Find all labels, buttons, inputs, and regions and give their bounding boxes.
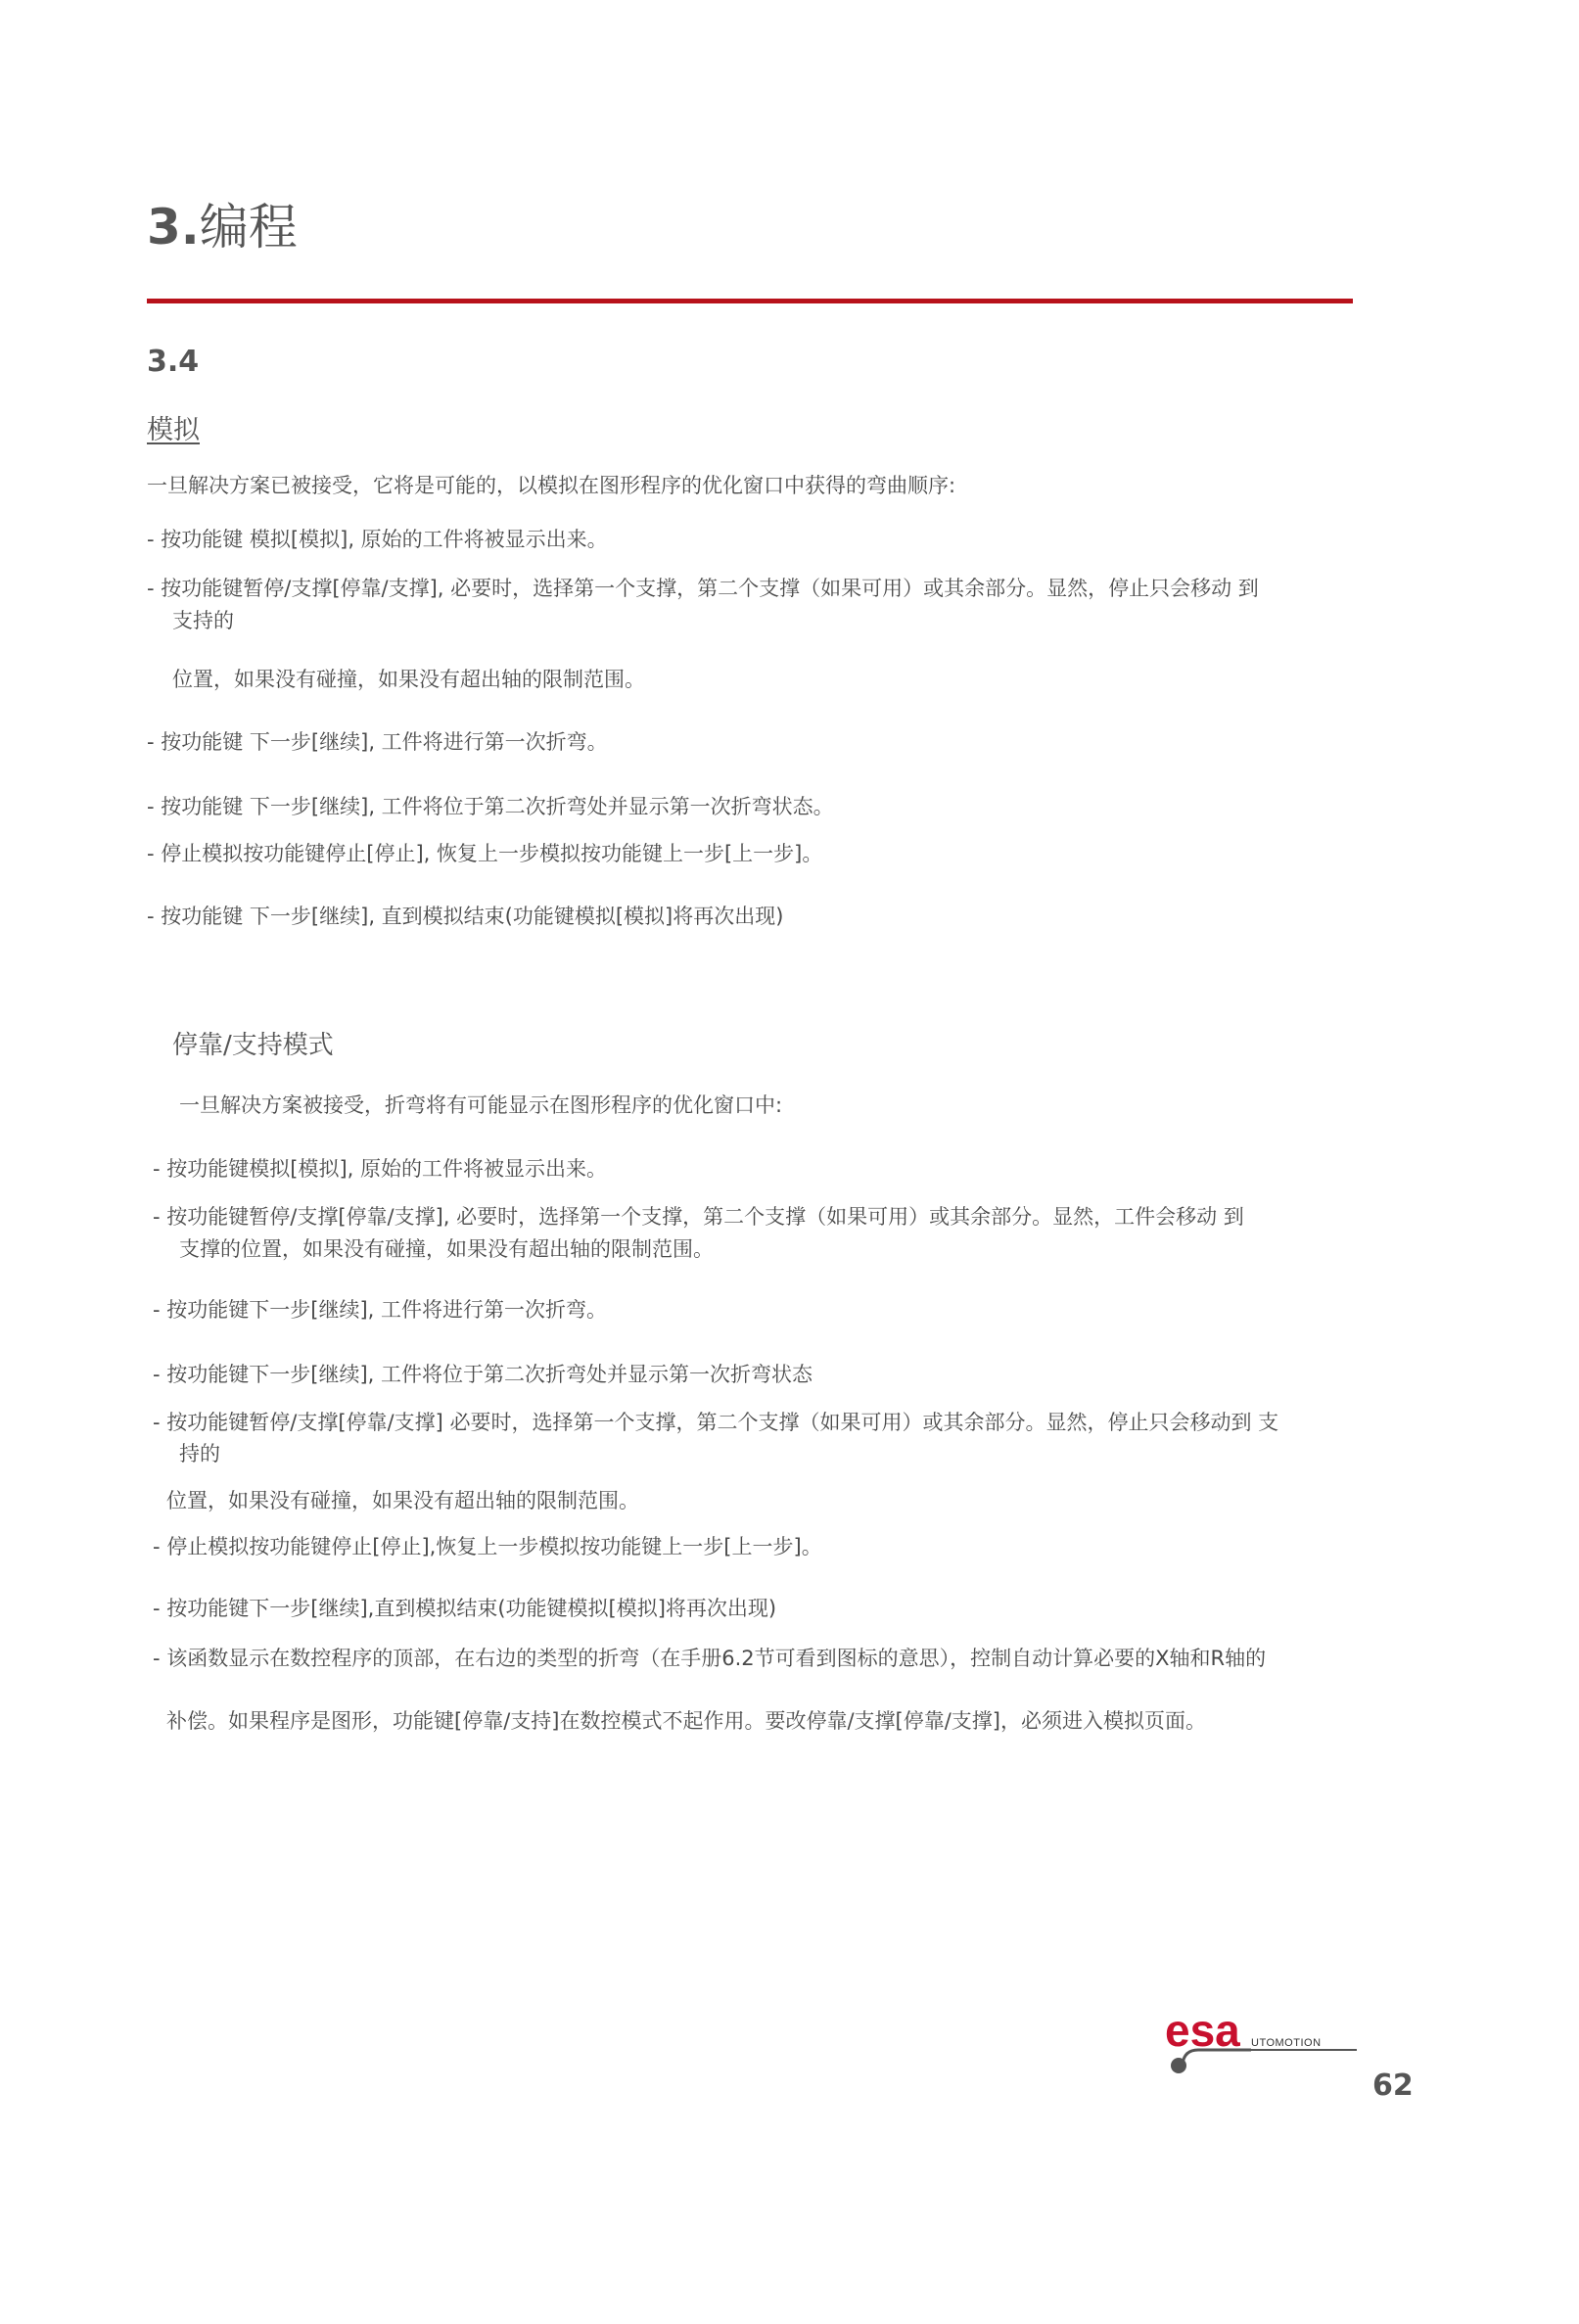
simulation-item: - 按功能键 模拟[模拟], 原始的工件将被显示出来。 xyxy=(147,528,608,551)
docking-item: - 按功能键下一步[继续],直到模拟结束(功能键模拟[模拟]将再次出现) xyxy=(153,1597,777,1620)
simulation-item-continuation: 位置，如果没有碰撞，如果没有超出轴的限制范围。 xyxy=(172,668,645,691)
docking-item: - 按功能键下一步[继续], 工件将进行第一次折弯。 xyxy=(153,1298,607,1322)
docking-intro: 一旦解决方案被接受，折弯将有可能显示在图形程序的优化窗口中: xyxy=(179,1093,783,1117)
docking-item-continuation: 支撑的位置，如果没有碰撞，如果没有超出轴的限制范围。 xyxy=(179,1237,714,1261)
logo-wordmark: esa xyxy=(1165,2007,1240,2056)
simulation-item: - 按功能键暂停/支撑[停靠/支撑], 必要时，选择第一个支撑，第二个支撑（如果可用）或其余部分。显然，停止只会移动 到 xyxy=(147,577,1259,600)
logo-subtext: UTOMOTION xyxy=(1251,2037,1322,2049)
simulation-item: - 按功能键 下一步[继续], 工件将位于第二次折弯处并显示第一次折弯状态。 xyxy=(147,795,834,818)
docking-mode-title: 停靠/支持模式 xyxy=(172,1031,334,1060)
page-number: 62 xyxy=(1372,2068,1414,2103)
chapter-title: 编程 xyxy=(199,199,298,256)
logo-dot-icon xyxy=(1171,2058,1186,2073)
esa-automotion-logo xyxy=(1165,2007,1361,2075)
docking-item-continuation: 位置，如果没有碰撞，如果没有超出轴的限制范围。 xyxy=(166,1489,639,1512)
chapter-heading xyxy=(147,188,298,258)
section-number: 3.4 xyxy=(147,345,200,379)
docking-item: - 该函数显示在数控程序的顶部，在右边的类型的折弯（在手册6.2节可看到图标的意思），控制自动计算必要的X轴和R轴的 xyxy=(153,1647,1267,1670)
docking-item: - 按功能键暂停/支撑[停靠/支撑] 必要时，选择第一个支撑，第二个支撑（如果可用）或其余部分。显然，停止只会移动到 支 xyxy=(153,1411,1279,1434)
simulation-item-continuation: 支持的 xyxy=(172,609,234,632)
section-title: 模拟 xyxy=(147,415,200,445)
header-divider xyxy=(147,299,1353,303)
simulation-intro: 一旦解决方案已被接受，它将是可能的，以模拟在图形程序的优化窗口中获得的弯曲顺序: xyxy=(147,474,956,497)
docking-item-continuation: 持的 xyxy=(179,1442,220,1465)
simulation-item: - 停止模拟按功能键停止[停止], 恢复上一步模拟按功能键上一步[上一步]。 xyxy=(147,842,823,865)
simulation-item: - 按功能键 下一步[继续], 工件将进行第一次折弯。 xyxy=(147,730,608,754)
simulation-item: - 按功能键 下一步[继续], 直到模拟结束(功能键模拟[模拟]将再次出现) xyxy=(147,905,784,928)
docking-item: - 按功能键暂停/支撑[停靠/支撑], 必要时，选择第一个支撑，第二个支撑（如果可用）或其余部分。显然，工件会移动 到 xyxy=(153,1205,1244,1229)
docking-item: - 停止模拟按功能键停止[停止],恢复上一步模拟按功能键上一步[上一步]。 xyxy=(153,1535,822,1558)
chapter-number: 3. xyxy=(147,199,200,256)
docking-item: - 按功能键下一步[继续], 工件将位于第二次折弯处并显示第一次折弯状态 xyxy=(153,1363,813,1386)
docking-item-continuation: 补偿。如果程序是图形，功能键[停靠/支持]在数控模式不起作用。要改停靠/支撑[停靠/支撑]，必须进入模拟页面。 xyxy=(166,1709,1206,1733)
docking-item: - 按功能键模拟[模拟], 原始的工件将被显示出来。 xyxy=(153,1157,607,1181)
